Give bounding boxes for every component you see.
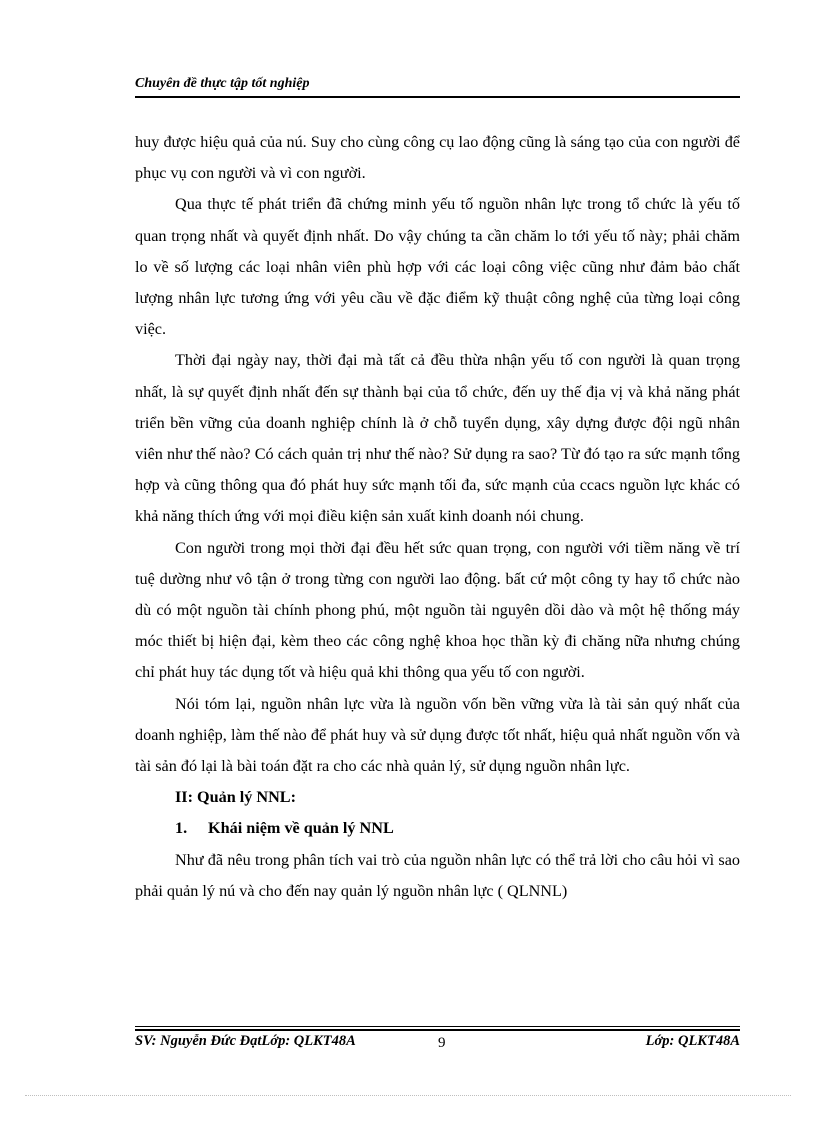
page-footer [135, 1033, 740, 1053]
footer-rule [135, 1026, 740, 1027]
paragraph: huy được hiệu quả của nú. Suy cho cùng công cụ lao động cũng là sáng tạo của con người để phục vụ con người và vì con người. [135, 133, 740, 183]
footer-class-info: Lớp: QLKT48A [645, 1033, 740, 1049]
paragraph: Như đã nêu trong phân tích vai trò của nguồn nhân lực có thể trả lời cho câu hỏi vì sao phải quản lý nú và cho đến nay quản lý nguồn nhân lực ( QLNNL) [135, 850, 740, 900]
subsection-heading [135, 813, 740, 844]
document-body [135, 127, 740, 907]
footer-student-info: SV: Nguyễn Đức ĐạtLớp: QLKT48A [135, 1033, 356, 1049]
header-rule [135, 96, 740, 98]
paragraph: Con người trong mọi thời đại đều hết sức quan trọng, con người với tiềm năng về trí tuệ dường như vô tận ở trong từng con người lao động. bất cứ một công ty hay tổ chức nào dù có một nguồn tài chính phong phú, một nguồn tài nguyên dồi dào và một hệ thống máy móc thiết bị hiện đại, kèm theo các công nghệ khoa học thần kỳ đi chăng nữa nhưng chúng chỉ phát huy tác dụng tốt và hiệu quả khi thông qua yếu tố con người. [135, 538, 740, 682]
section-heading: II: Quản lý NNL: [175, 788, 296, 807]
paragraph: Qua thực tế phát triển đã chứng minh yếu tố nguồn nhân lực trong tổ chức là yếu tố quan trọng nhất và quyết định nhất. Do vậy chúng ta cần chăm lo tới yếu tố này; phải chăm lo về số lượng các loại nhân viên phù hợp với các loại công việc cũng như đảm bảo chất lượng nhân lực tương ứng với yêu cầu về đặc điểm kỹ thuật công nghệ của từng loại công việc. [135, 195, 740, 339]
paragraph: Thời đại ngày nay, thời đại mà tất cả đều thừa nhận yếu tố con người là quan trọng nhất, là sự quyết định nhất đến sự thành bại của tổ chức, đến uy thế địa vị và khả năng phát triển bền vững của doanh nghiệp chính là ở chỗ tuyển dụng, xây dựng được đội ngũ nhân viên như thế nào? Có cách quản trị như thế nào? Sử dụng ra sao? Từ đó tạo ra sức mạnh tổng hợp và cũng thông qua đó phát huy sức mạnh tối đa, sức mạnh của ccacs nguồn lực khác có khả năng thích ứng với mọi điều kiện sản xuất kinh doanh nói chung. [135, 351, 740, 526]
page-header-title: Chuyên đề thực tập tốt nghiệp [135, 76, 310, 91]
page-number: 9 [438, 1035, 446, 1051]
footer-rule-thick [135, 1029, 740, 1031]
subsection-number: 1. [175, 819, 188, 838]
paragraph: Nói tóm lại, nguồn nhân lực vừa là nguồn vốn bền vững vừa là tài sản quý nhất của doanh nghiệp, làm thế nào để phát huy và sử dụng được tốt nhất, hiệu quả nhất nguồn vốn và tài sản đó lại là bài toán đặt ra cho các nhà quản lý, sử dụng nguồn nhân lực. [135, 694, 740, 776]
page-bottom-border [25, 1095, 791, 1096]
subsection-title: Khái niệm về quản lý NNL [208, 819, 394, 838]
